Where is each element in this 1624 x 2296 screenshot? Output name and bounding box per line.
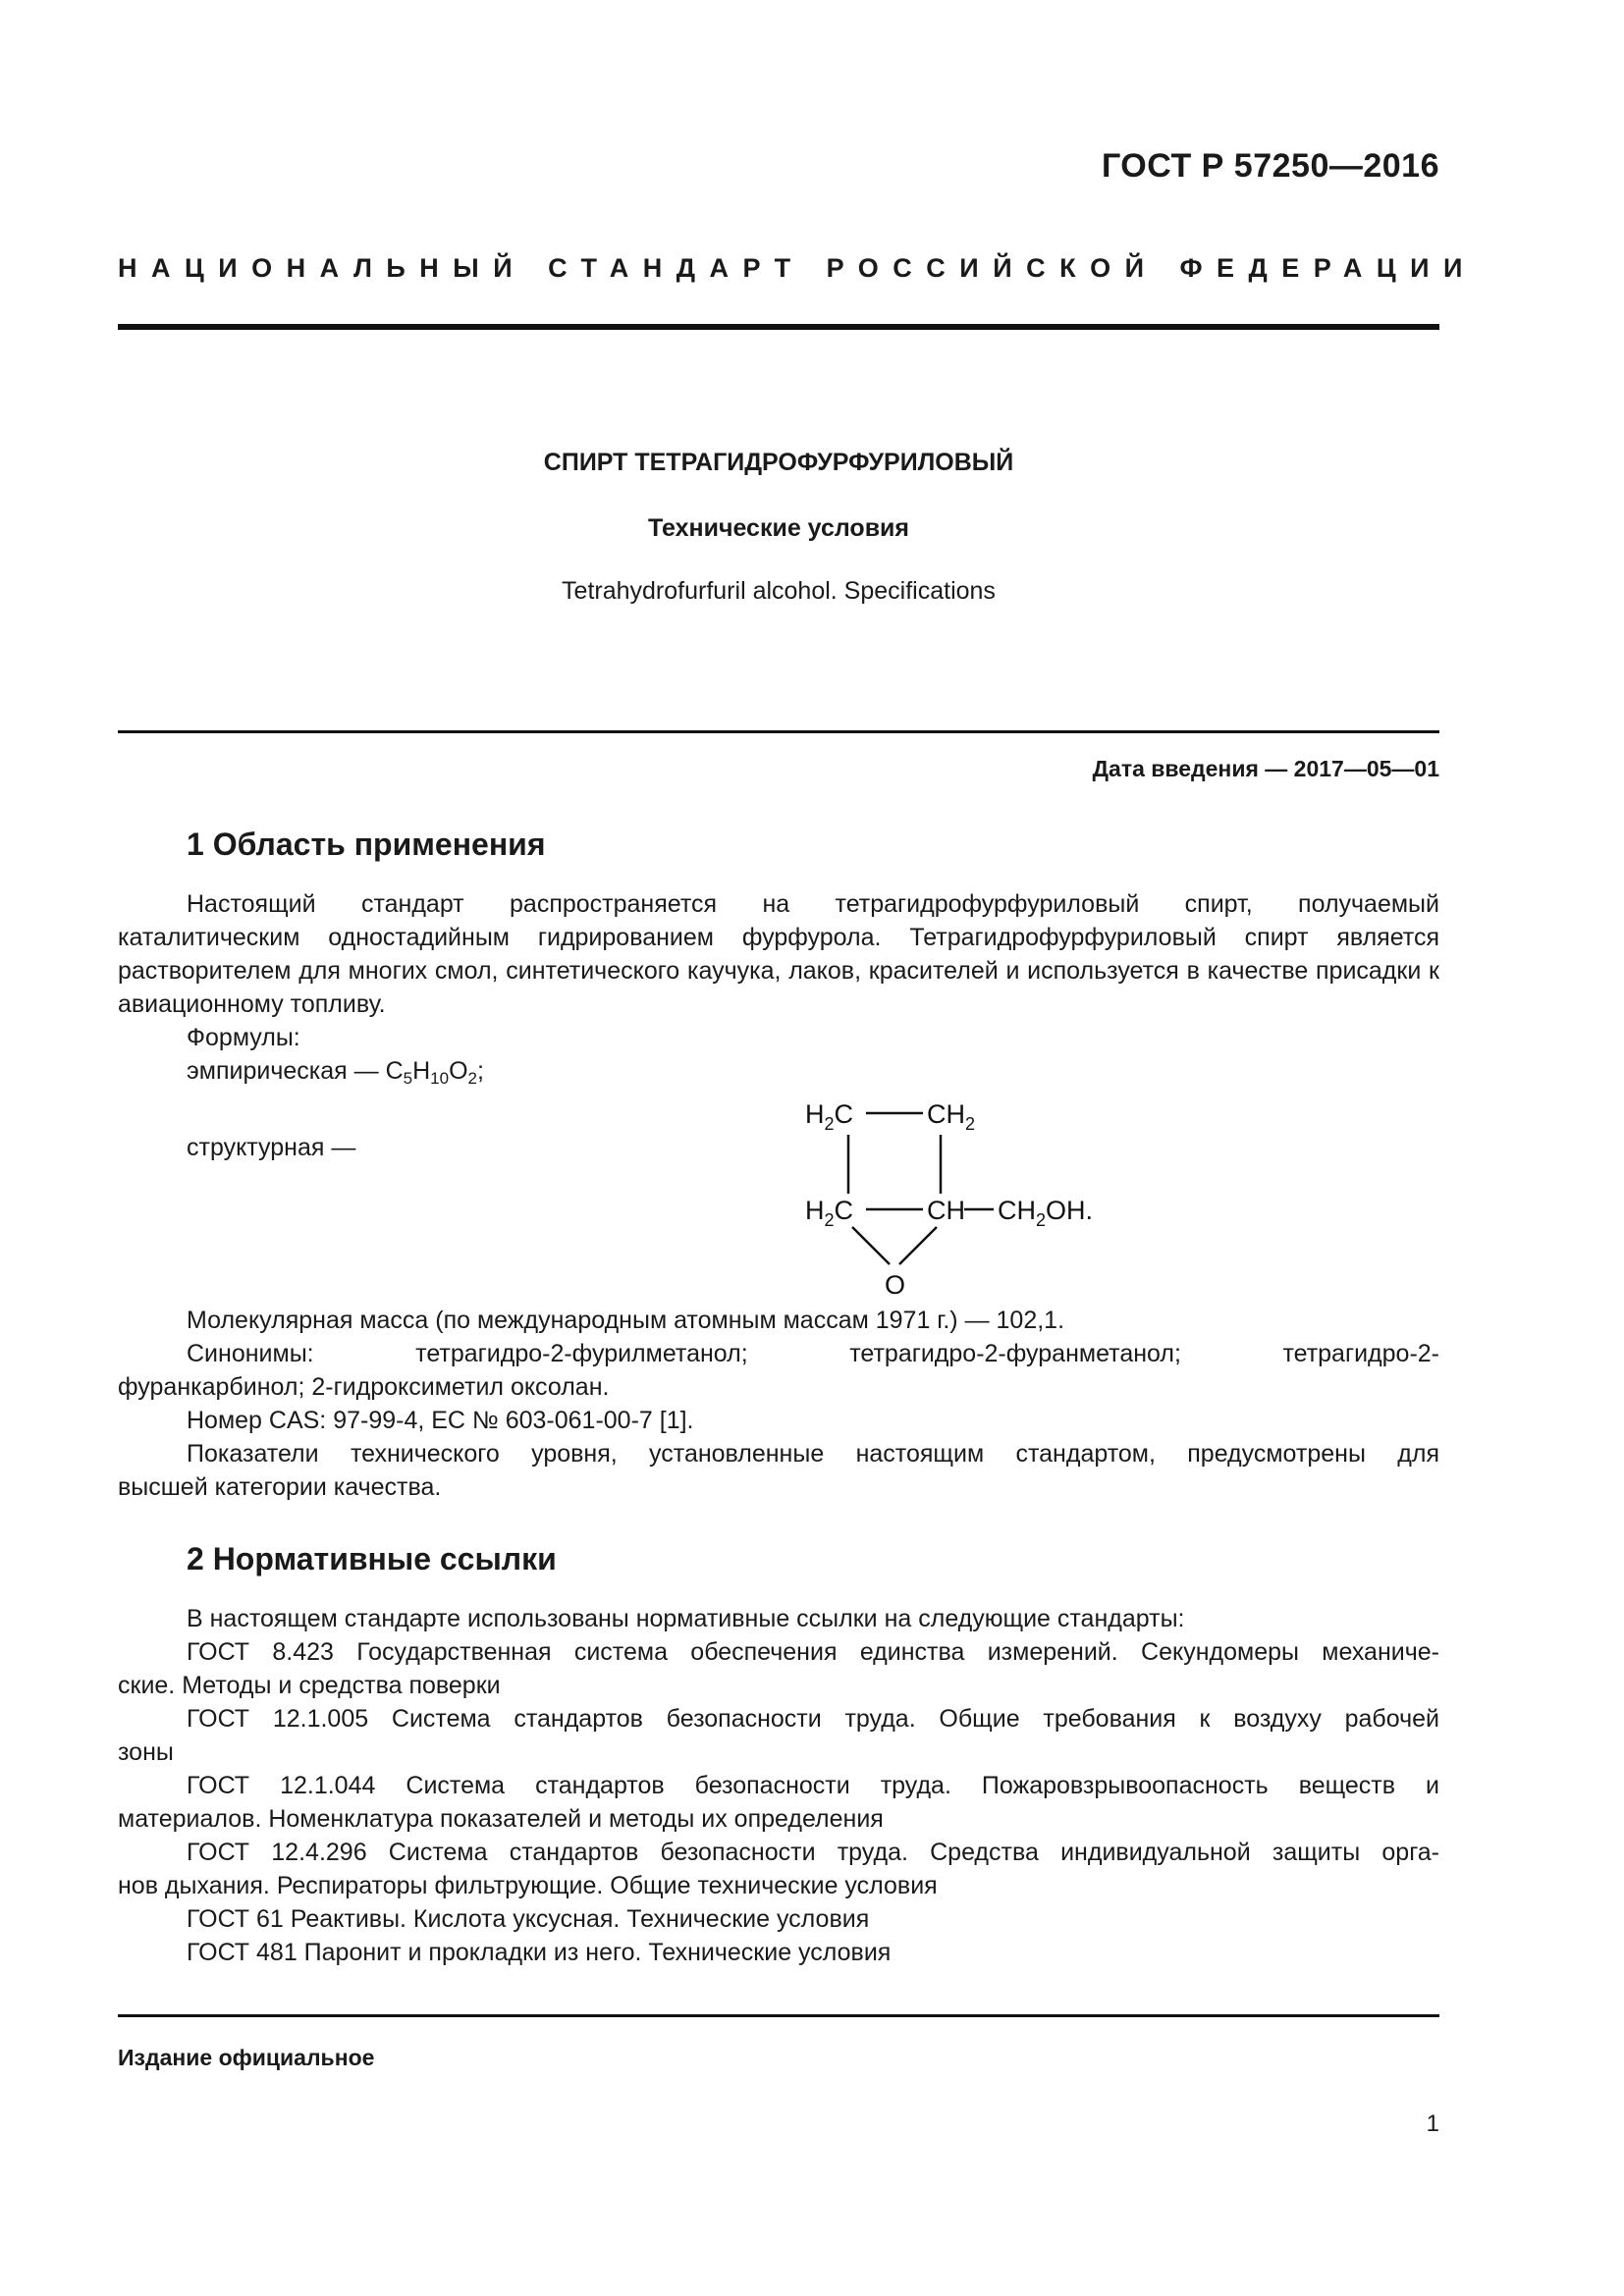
atom-h2c-top: $H_2C$ [805, 1099, 854, 1134]
quality-note: Показатели технического уровня, установленные настоящим стандартом, предусмотрены для высшей категории качества. [118, 1440, 1439, 1501]
references-intro: В настоящем стандарте использованы нормативные ссылки на следующие стандарты: [187, 1605, 1185, 1632]
document-subtitle: Технические условия [647, 514, 910, 542]
section-1-paragraph [118, 887, 1439, 1021]
reference-item: ГОСТ 61 Реактивы. Кислота уксусная. Технические условия [187, 1905, 870, 1933]
references-list [118, 1635, 1439, 1969]
section-1-heading: 1 Область применения [187, 827, 546, 862]
header-divider [118, 324, 1439, 330]
section-2-heading: 2 Нормативные ссылки [187, 1541, 557, 1576]
gost-number: ГОСТ Р 57250—2016 [1101, 147, 1439, 185]
national-standard-banner: НАЦИОНАЛЬНЫЙ СТАНДАРТ РОССИЙСКОЙ ФЕДЕРАЦИИ [118, 253, 1477, 283]
paragraph-line: Настоящий стандарт распространяется на тетрагидрофурфуриловый спирт, получаемый [187, 890, 1439, 918]
reference-item: ГОСТ 8.423 Государственная система обеспечения единства измерений. Секундомеры механиче- ские. Методы и средства поверки [118, 1638, 1439, 1699]
atom-h2c-bottom: $H_2C$ [805, 1196, 854, 1230]
formulas-label: Формулы: [187, 1024, 300, 1051]
cas-number: Номер CAS: 97-99-4, ЕС № 603-061-00-7 [1]. [187, 1407, 694, 1434]
reference-item: ГОСТ 12.4.296 Система стандартов безопасности труда. Средства индивидуальной защиты орга- нов дыхания. Респираторы фильтрующие. Общие технические условия [118, 1839, 1439, 1899]
page-number: 1 [1426, 2110, 1439, 2137]
atom-ch2-top: $CH_2$ [927, 1099, 976, 1134]
paragraph-text: каталитическим одностадийным гидрированием фурфурола. Тетрагидрофурфуриловый спирт является растворителем для многих смол, синтетического каучука, лаков, красителей и используется в качестве присадки к авиационному топливу. [118, 924, 1439, 1018]
atom-oxygen: O [885, 1270, 906, 1300]
bond-epoxy-left [852, 1227, 890, 1264]
molar-mass: Молекулярная масса (по международным атомным массам 1971 г.) — 102,1. [187, 1307, 1065, 1334]
reference-item: ГОСТ 481 Паронит и прокладки из него. Технические условия [187, 1939, 892, 1966]
reference-item: ГОСТ 12.1.044 Система стандартов безопасности труда. Пожаровзрывоопасность веществ и материалов. Номенклатура показателей и методы их определения [118, 1772, 1439, 1833]
official-edition: Издание официальное [118, 2045, 375, 2070]
footer-divider [118, 2014, 1439, 2017]
synonyms: Синонимы: тетрагидро-2-фурилметанол; тетрагидро-2-фуранметанол; тетрагидро-2- фуранкарбинол; 2-гидроксиметил оксолан. [118, 1340, 1439, 1401]
document-title: СПИРТ ТЕТРАГИДРОФУРФУРИЛОВЫЙ [543, 449, 1014, 476]
bond-epoxy-right [899, 1227, 937, 1264]
structural-formula [793, 1084, 1127, 1311]
reference-item: ГОСТ 12.1.005 Система стандартов безопасности труда. Общие требования к воздуху рабочей зоны [118, 1705, 1439, 1766]
english-title: Tetrahydrofurfuril alcohol. Specifications [562, 577, 996, 605]
structural-label: структурная — [187, 1134, 356, 1161]
introduction-date: Дата введения — 2017—05—01 [1092, 756, 1439, 781]
empirical-formula: эмпирическая — $C_5H_{10}O_2$; [187, 1057, 484, 1088]
title-divider [118, 730, 1439, 733]
atom-ch2oh: $CH_2OH$. [998, 1196, 1094, 1230]
atom-ch: CH [927, 1196, 965, 1225]
